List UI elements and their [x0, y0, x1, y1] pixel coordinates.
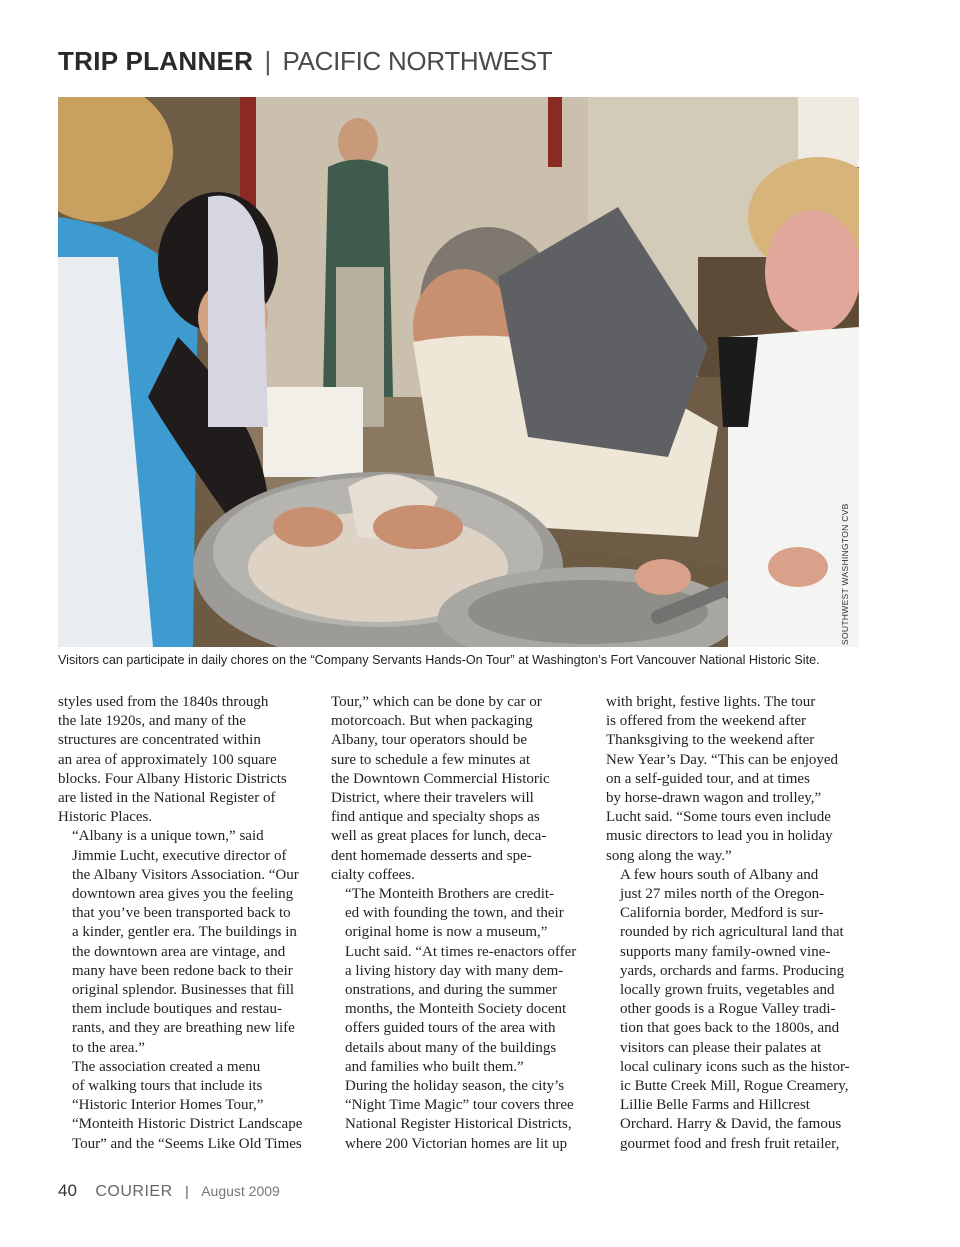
text-line: “Historic Interior Homes Tour,” — [72, 1097, 264, 1114]
text-line: supports many family-owned vine- — [620, 943, 831, 960]
paragraph — [58, 693, 310, 827]
text-line: tion that goes back to the 1800s, and — [620, 1020, 840, 1037]
text-line: the Albany Visitors Association. “Our — [72, 866, 299, 883]
text-line: Jimmie Lucht, executive director of — [72, 847, 287, 864]
text-line: other goods is a Rogue Valley tradi- — [620, 1001, 836, 1018]
text-line: music directors to lead you in holiday — [606, 828, 833, 845]
text-line: well as great places for lunch, deca- — [331, 828, 547, 845]
text-line: Orchard. Harry & David, the famous — [620, 1116, 842, 1133]
text-line: blocks. Four Albany Historic Districts — [58, 770, 287, 787]
text-line: motorcoach. But when packaging — [331, 713, 533, 730]
text-line: months, the Monteith Society docent — [345, 1001, 567, 1018]
text-line: styles used from the 1840s through — [58, 694, 269, 710]
page-footer — [58, 1181, 280, 1201]
text-line: structures are concentrated within — [58, 732, 261, 749]
page-number: 40 — [58, 1181, 77, 1200]
text-line: “Night Time Magic” tour covers three — [345, 1097, 574, 1114]
text-line: the downtown area are vintage, and — [72, 943, 286, 960]
text-line: Historic Places. — [58, 809, 153, 826]
paragraph — [331, 693, 583, 885]
section-subtitle: PACIFIC NORTHWEST — [282, 46, 553, 76]
footer-separator: | — [185, 1183, 189, 1199]
text-line: with bright, festive lights. The tour — [606, 694, 816, 710]
text-line: A few hours south of Albany and — [620, 866, 819, 883]
text-line: California border, Medford is sur- — [620, 905, 824, 922]
text-line: a living history day with many dem- — [345, 962, 564, 979]
text-line: “The Monteith Brothers are credit- — [345, 886, 555, 903]
text-line: yards, orchards and farms. Producing — [620, 962, 845, 979]
text-column-1 — [58, 693, 310, 1154]
text-line: National Register Historical Districts, — [345, 1116, 572, 1133]
text-line: “Monteith Historic District Landscape — [72, 1116, 303, 1133]
text-column-2 — [331, 693, 583, 1154]
magazine-name: COURIER — [95, 1183, 173, 1200]
text-line: and families who built them.” — [345, 1058, 524, 1075]
text-line: New Year’s Day. “This can be enjoyed — [606, 751, 839, 768]
text-line: visitors can please their palates at — [620, 1039, 822, 1056]
photo-credit: SOUTHWEST WASHINGTON CVB — [840, 503, 850, 645]
photo-caption: Visitors can participate in daily chores on the “Company Servants Hands-On Tour” at Washington’s Fort Vancouver National Historic Site. — [58, 653, 820, 667]
text-line: that you’ve been transported back to — [72, 905, 291, 922]
text-line: details about many of the buildings — [345, 1039, 557, 1056]
paragraph — [331, 1077, 583, 1154]
text-line: ed with founding the town, and their — [345, 905, 564, 922]
text-line: song along the way.” — [606, 847, 732, 864]
feature-photo — [58, 97, 859, 647]
paragraph — [606, 866, 858, 1154]
text-line: many have been redone back to their — [72, 962, 293, 979]
text-line: are listed in the National Register of — [58, 790, 276, 807]
text-line: by horse-drawn wagon and trolley,” — [606, 790, 822, 807]
text-line: Lillie Belle Farms and Hillcrest — [620, 1097, 810, 1114]
text-line: the Downtown Commercial Historic — [331, 770, 550, 787]
text-line: The association created a menu — [72, 1058, 261, 1075]
text-line: Tour,” which can be done by car or — [331, 694, 542, 710]
text-line: Tour” and the “Seems Like Old Times — [72, 1135, 302, 1152]
text-line: is offered from the weekend after — [606, 713, 807, 730]
paragraph — [331, 885, 583, 1077]
page-header — [58, 46, 552, 76]
section-title: TRIP PLANNER — [58, 46, 254, 76]
text-line: District, where their travelers will — [331, 790, 534, 807]
text-line: a kinder, gentler era. The buildings in — [72, 924, 297, 941]
text-line: ic Butte Creek Mill, Rogue Creamery, — [620, 1078, 849, 1095]
paragraph — [58, 1058, 310, 1154]
text-line: cialty coffees. — [331, 866, 415, 883]
text-line: Thanksgiving to the weekend after — [606, 732, 815, 749]
text-line: an area of approximately 100 square — [58, 751, 277, 768]
text-line: the late 1920s, and many of the — [58, 713, 246, 730]
text-line: Lucht said. “At times re-enactors offer — [345, 943, 577, 960]
text-line: Albany, tour operators should be — [331, 732, 528, 749]
text-line: During the holiday season, the city’s — [345, 1078, 565, 1095]
text-line: sure to schedule a few minutes at — [331, 751, 531, 768]
text-line: “Albany is a unique town,” said — [72, 828, 264, 845]
text-line: to the area.” — [72, 1039, 145, 1056]
text-line: rants, and they are breathing new life — [72, 1020, 295, 1037]
text-line: original home is now a museum,” — [345, 924, 548, 941]
text-line: dent homemade desserts and spe- — [331, 847, 532, 864]
text-line: downtown area gives you the feeling — [72, 886, 294, 903]
text-line: onstrations, and during the summer — [345, 982, 558, 999]
text-line: on a self-guided tour, and at times — [606, 770, 810, 787]
text-line: find antique and specialty shops as — [331, 809, 540, 826]
text-line: original splendor. Businesses that fill — [72, 982, 295, 999]
text-line: local culinary icons such as the histor- — [620, 1058, 850, 1075]
text-line: them include boutiques and restau- — [72, 1001, 282, 1018]
text-column-3 — [606, 693, 858, 1154]
header-separator: | — [264, 46, 272, 76]
issue-date: August 2009 — [201, 1183, 280, 1199]
text-line: offers guided tours of the area with — [345, 1020, 556, 1037]
paragraph — [606, 693, 858, 866]
text-line: where 200 Victorian homes are lit up — [345, 1135, 568, 1152]
text-line: rounded by rich agricultural land that — [620, 924, 844, 941]
text-line: just 27 miles north of the Oregon- — [620, 886, 825, 903]
text-line: gourmet food and fresh fruit retailer, — [620, 1135, 840, 1152]
paragraph — [58, 827, 310, 1057]
text-line: Lucht said. “Some tours even include — [606, 809, 831, 826]
text-line: locally grown fruits, vegetables and — [620, 982, 835, 999]
text-line: of walking tours that include its — [72, 1078, 263, 1095]
